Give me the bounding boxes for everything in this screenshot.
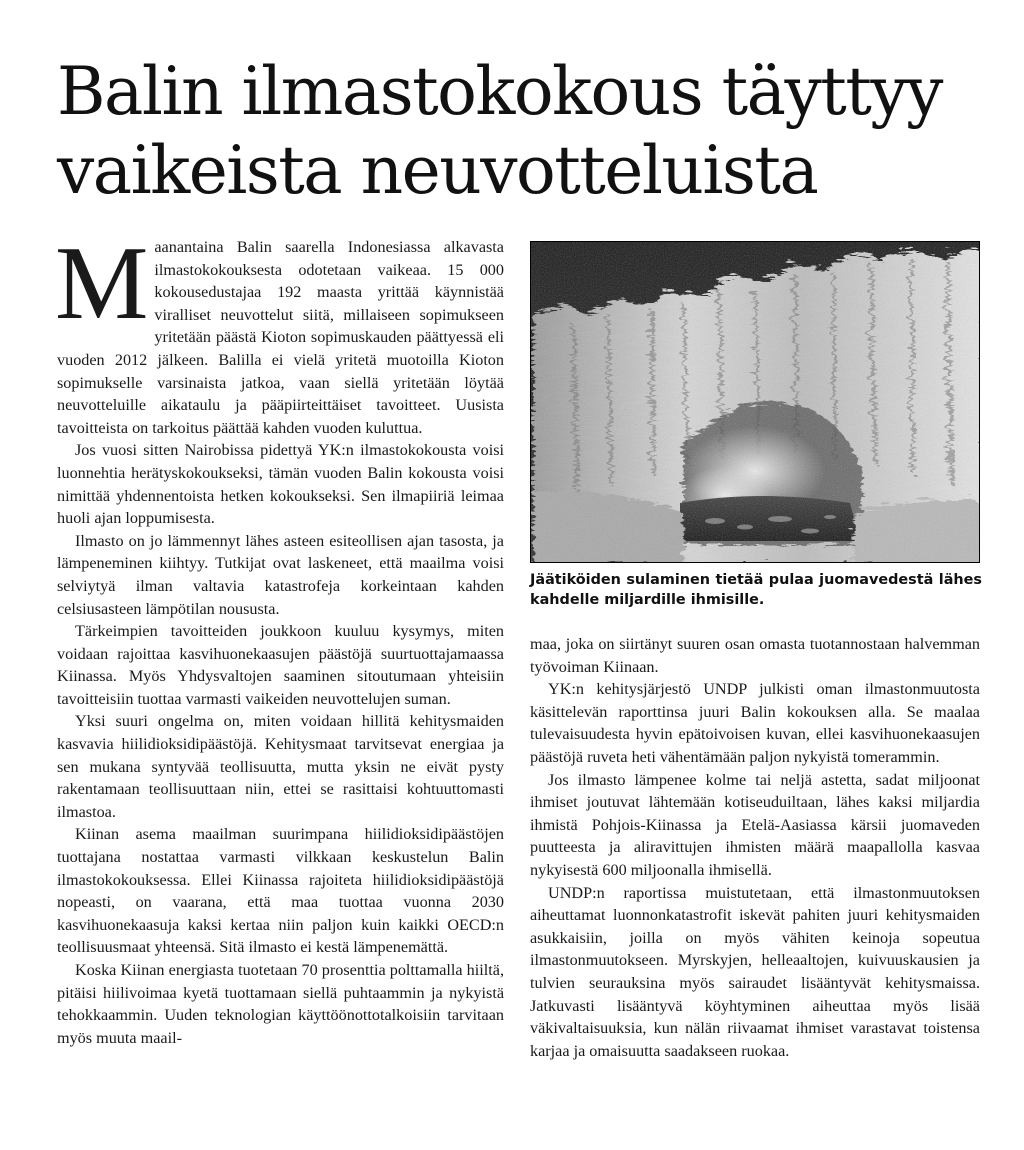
continued-paragraph: maa, joka on siirtänyt suuren osan omasta tuotannostaan halvemman työvoiman Kiinaan. <box>530 635 980 676</box>
lead-text: aanantaina Balin saarella Indonesiassa alkavasta ilmastokokouksesta odotetaan vaikeaa. 15 000 kokousedustajaa 192 maasta yrittää käynnistää viralliset neuvottelut siitä, millaiseen sopimukseen yritetään päästä Kioton sopimuskauden päättyessä eli vuoden 2012 jälkeen. Balilla ei vielä yritetä muotoilla Kioton sopimukselle varsinaista jatkoa, vaan siellä yritetään löytää neuvotteluille aikataulu ja pääpiirteittäiset tavoitteet. Uusista tavoitteista on tarkoitus päättää kahden vuoden kuluttua. <box>57 238 504 437</box>
body-paragraph: Koska Kiinan energiasta tuotetaan 70 prosenttia polttamalla hiiltä, pitäisi hiilivoimaa kyetä tuottamaan siellä puhtaammin ja nykyistä tehokkaammin. Uuden teknologian käyttöönottotalkoisiin tarvitaan myös muuta maail- <box>57 961 504 1047</box>
body-paragraph: Jos vuosi sitten Nairobissa pidettyä YK:n ilmastokokousta voisi luonnehtia herätyskokoukseksi, tämän vuoden Balin kokousta voisi nimittää yhdennentoista hetken kokoukseksi. Sen ilmapiiriä leimaa huoli ajan loppumisesta. <box>57 441 504 528</box>
headline: Balin ilmastokokous täyttyy vaikeista neuvotteluista <box>57 53 942 209</box>
body-paragraph: UNDP:n raportissa muistutetaan, että ilmastonmuutoksen aiheuttamat luonnonkatastrofit iskevät pahiten juuri kehitysmaiden asukkaisiin, joilla on myös vähiten keinoja sopeutua ilmastonmuutokseen. Myrskyjen, helleaaltojen, kuivuuskausien ja tulvien seurauksina myös sairaudet lisääntyvät kehitysmaissa. Jatkuvasti lisääntyvä köyhtyminen aiheuttaa myös lisää väkivaltaisuuksia, kun nälän riivaamat ihmiset varastavat toistensa karjaa ja omaisuutta saadakseen ruokaa. <box>530 883 980 1060</box>
body-paragraph: YK:n kehitysjärjestö UNDP julkisti oman ilmastonmuutosta käsittelevän raporttinsa juuri Balin kokouksen alla. Se maalaa tulevaisuudesta hyvin epätoivoisen kuvan, ellei kasvihuonekaasujen päästöjä ruveta heti vähentämään paljon nykyistä tomerammin. <box>530 680 980 766</box>
right-column <box>530 633 980 1062</box>
body-paragraph: Tärkeimpien tavoitteiden joukkoon kuuluu kysymys, miten voidaan rajoittaa kasvihuonekaasujen päästöjä suurtuottajamaassa Kiinassa. Myös Yhdysvaltojen saaminen sitoutumaan yhteisiin tavoitteisiin tuottaa varmasti vaikeiden neuvottelujen suman. <box>57 622 504 708</box>
body-paragraph: Ilmasto on jo lämmennyt lähes asteen esiteollisen ajan tasosta, ja lämpeneminen kiihtyy. Tutkijat ovat laskeneet, että maailma voisi selviytyä ilman valtavia katastrofeja korkeintaan kahden celsiusasteen lämpötilan noususta. <box>57 531 504 618</box>
lead-paragraph <box>55 224 504 439</box>
glacier-image <box>530 241 980 563</box>
body-paragraph: Kiinan asema maailman suurimpana hiilidioksidipäästöjen tuottajana nostattaa varmasti vilkkaan keskustelun Balin ilmastokokouksessa. Ellei Kiinassa rajoiteta hiilidioksidipäästöjä nopeasti, on vaarana, että maa tuottaa vuonna 2030 kasvihuonekaasuja kaksi kertaa niin paljon kuin kaikki OECD:n teollisuusmaat yhteensä. Sitä ilmasto ei kestä lämpenemättä. <box>57 825 504 957</box>
body-paragraph: Yksi suuri ongelma on, miten voidaan hillitä kehitysmaiden kasvavia hiilidioksidipäästöjä. Kehitysmaat tarvitsevat energiaa ja sen mukana syntyvää teollisuutta, mutta yksin ne eivät pysty rakentamaan teollisuuttaan niin, ettei se rasittaisi kohtuuttomasti ilmastoa. <box>57 712 504 821</box>
body-paragraph: Jos ilmasto lämpenee kolme tai neljä astetta, sadat miljoonat ihmiset joutuvat lähtemään kotiseuduiltaan, lähes kaksi miljardia ihmistä Pohjois-Kiinassa ja Etelä-Aasiassa kärsii juomaveden puutteesta ja aliravittujen ihmisten määrä maapallolla kasvaa nykyisestä 600 miljoonalla ihmisellä. <box>530 770 980 879</box>
drop-cap: M <box>55 224 149 341</box>
glacier-photo <box>530 241 980 563</box>
left-column <box>55 224 504 1049</box>
photo-caption: Jäätiköiden sulaminen tietää pulaa juomavedestä lähes kahdelle miljardille ihmisille. <box>530 572 982 608</box>
